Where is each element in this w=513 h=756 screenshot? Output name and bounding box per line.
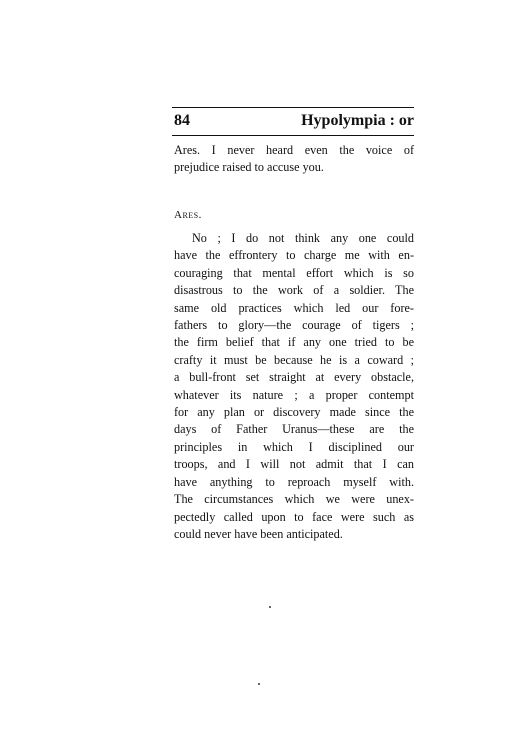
speech-line: have anything to reproach myself with.	[174, 474, 414, 489]
speech-line: could never have been anticipated.	[174, 526, 343, 541]
speech-line: principles in which I disciplined our	[174, 439, 414, 454]
running-head	[174, 112, 414, 134]
speech-line: disastrous to the work of a soldier. The	[174, 283, 414, 298]
speaker-name: Ares.	[174, 209, 202, 221]
speech-line: fathers to glory—the courage of tigers ;	[174, 318, 414, 333]
footnote-line: Ares. I never heard even the voice of	[174, 143, 414, 157]
page-number: 84	[174, 112, 190, 129]
speech-paragraph	[174, 230, 414, 543]
header-top-rule	[172, 107, 414, 108]
speech-line: pectedly called upon to face were such as	[174, 509, 414, 524]
speech-line: a bull-front set straight at every obstacle,	[174, 370, 414, 385]
speech-line: crafty it must be because he is a coward ;	[174, 352, 414, 367]
footnote-line: prejudice raised to accuse you.	[174, 160, 324, 175]
speech-line: days of Father Uranus—these are the	[174, 422, 414, 437]
speech-line: whatever its nature ; a proper contempt	[174, 387, 414, 402]
speech-line: same old practices which led our fore-	[174, 300, 414, 315]
ink-speck	[258, 683, 260, 685]
running-title: Hypolympia : or	[301, 112, 414, 129]
speech-line: troops, and I will not admit that I can	[174, 457, 414, 472]
speech-line: No ; I do not think any one could	[192, 231, 414, 245]
footnote-block	[174, 142, 414, 177]
speech-line: The circumstances which we were unex-	[174, 492, 414, 507]
speech-line: the firm belief that if any one tried to be	[174, 335, 414, 350]
ink-speck	[269, 606, 271, 608]
speech-line: couraging that mental effort which is so	[174, 265, 414, 280]
speech-line: have the effrontery to charge me with en-	[174, 248, 414, 263]
header-bottom-rule	[172, 135, 414, 136]
speech-line: for any plan or discovery made since the	[174, 405, 414, 420]
